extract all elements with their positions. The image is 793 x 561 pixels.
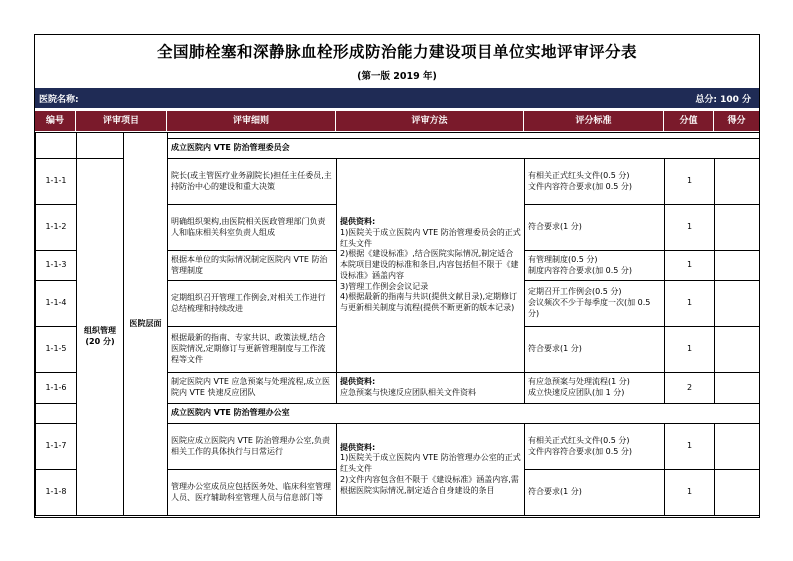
row-detail: 制定医院内 VTE 应急预案与处理流程,成立医院内 VTE 快速反应团队 [168,373,337,404]
row-criteria: 有相关正式红头文件(0.5 分) 文件内容符合要求(加 0.5 分) [525,424,665,470]
row-detail: 定期组织召开管理工作例会,对相关工作进行总结梳理和持续改进 [168,281,337,327]
hospital-name-label: 医院名称: [39,95,79,105]
row-id: 1-1-3 [36,251,77,281]
row-id: 1-1-8 [36,470,77,516]
row-score-entry[interactable] [715,205,760,251]
row-score-entry[interactable] [715,281,760,327]
row-score-entry[interactable] [715,251,760,281]
info-bar [35,88,759,108]
row-id: 1-1-6 [36,373,77,404]
row-points: 1 [665,281,715,327]
row-points: 2 [665,373,715,404]
row-score-entry[interactable] [715,373,760,404]
row-criteria: 符合要求(1 分) [525,205,665,251]
score-sheet [34,34,760,518]
header-criteria: 评分标准 [524,111,664,131]
row-points: 1 [665,470,715,516]
row-criteria: 有相关正式红头文件(0.5 分) 文件内容符合要求(加 0.5 分) [525,159,665,205]
method-cell: 提供资料: 1)医院关于成立医院内 VTE 防治管理委员会的正式红头文件 2)根据《建设标准》,结合医院实际情况,制定适合本院项目建设的标准和条目,内容包括但不限于《建设标准》涵盖内容 3)管理工作例会会议记录 4)根据最新的指南与共识(提供文献目录),定期修订与更新相关制度与流程(提供不断更新的版本记录) [337,159,525,373]
row-score-entry[interactable] [715,327,760,373]
row-criteria: 有应急预案与处理流程(1 分) 成立快速反应团队(加 1 分) [525,373,665,404]
row-points: 1 [665,205,715,251]
row-criteria: 定期召开工作例会(0.5 分) 会议频次不少于每季度一次(加 0.5 分) [525,281,665,327]
total-score-label: 总分: 100 分 [695,95,751,105]
method-cell: 提供资料: 应急预案与快速反应团队相关文件资料 [337,373,525,404]
row-detail: 根据最新的指南、专家共识、政策法规,结合医院情况,定期修订与更新管理制度与工作流程等文件 [168,327,337,373]
section-title: 成立医院内 VTE 防治管理委员会 [168,139,760,159]
row-points: 1 [665,159,715,205]
row-detail: 根据本单位的实际情况制定医院内 VTE 防治管理制度 [168,251,337,281]
row-id: 1-1-7 [36,424,77,470]
category-cell: 组织管理 (20 分) [77,159,124,516]
score-table [35,132,760,516]
row-detail: 明确组织架构,由医院相关医政管理部门负责人和临床相关科室负责人组成 [168,205,337,251]
section-title: 成立医院内 VTE 防治管理办公室 [168,404,760,424]
column-header-bar [35,111,759,131]
row-detail: 管理办公室成员应包括医务处、临床科室管理人员、医疗辅助科室管理人员与信息部门等 [168,470,337,516]
header-item: 评审项目 [76,111,167,131]
row-score-entry[interactable] [715,424,760,470]
header-detail: 评审细则 [167,111,336,131]
level-cell: 医院层面 [124,133,168,516]
row-id: 1-1-4 [36,281,77,327]
row-criteria: 符合要求(1 分) [525,327,665,373]
header-points: 分值 [664,111,714,131]
row-id: 1-1-5 [36,327,77,373]
row-criteria: 有管理制度(0.5 分) 制度内容符合要求(加 0.5 分) [525,251,665,281]
document-subtitle: (第一版 2019 年) [357,71,437,82]
row-detail: 医院应成立医院内 VTE 防治管理办公室,负责相关工作的具体执行与日常运行 [168,424,337,470]
row-points: 1 [665,327,715,373]
row-score-entry[interactable] [715,159,760,205]
header-score: 得分 [727,116,746,126]
method-cell: 提供资料: 1)医院关于成立医院内 VTE 防治管理办公室的正式红头文件 2)文件内容包含但不限于《建设标准》涵盖内容,需根据医院实际情况,制定适合自身建设的条目 [337,424,525,516]
document-title: 全国肺栓塞和深静脉血栓形成防治能力建设项目单位实地评审评分表 [156,43,637,61]
row-score-entry[interactable] [715,470,760,516]
row-id: 1-1-1 [36,159,77,205]
row-detail: 院长(或主管医疗业务副院长)担任主任委员,主持防治中心的建设和重大决策 [168,159,337,205]
row-points: 1 [665,424,715,470]
header-id: 编号 [35,111,76,131]
row-criteria: 符合要求(1 分) [525,470,665,516]
row-id: 1-1-2 [36,205,77,251]
header-method: 评审方法 [336,111,524,131]
row-points: 1 [665,251,715,281]
